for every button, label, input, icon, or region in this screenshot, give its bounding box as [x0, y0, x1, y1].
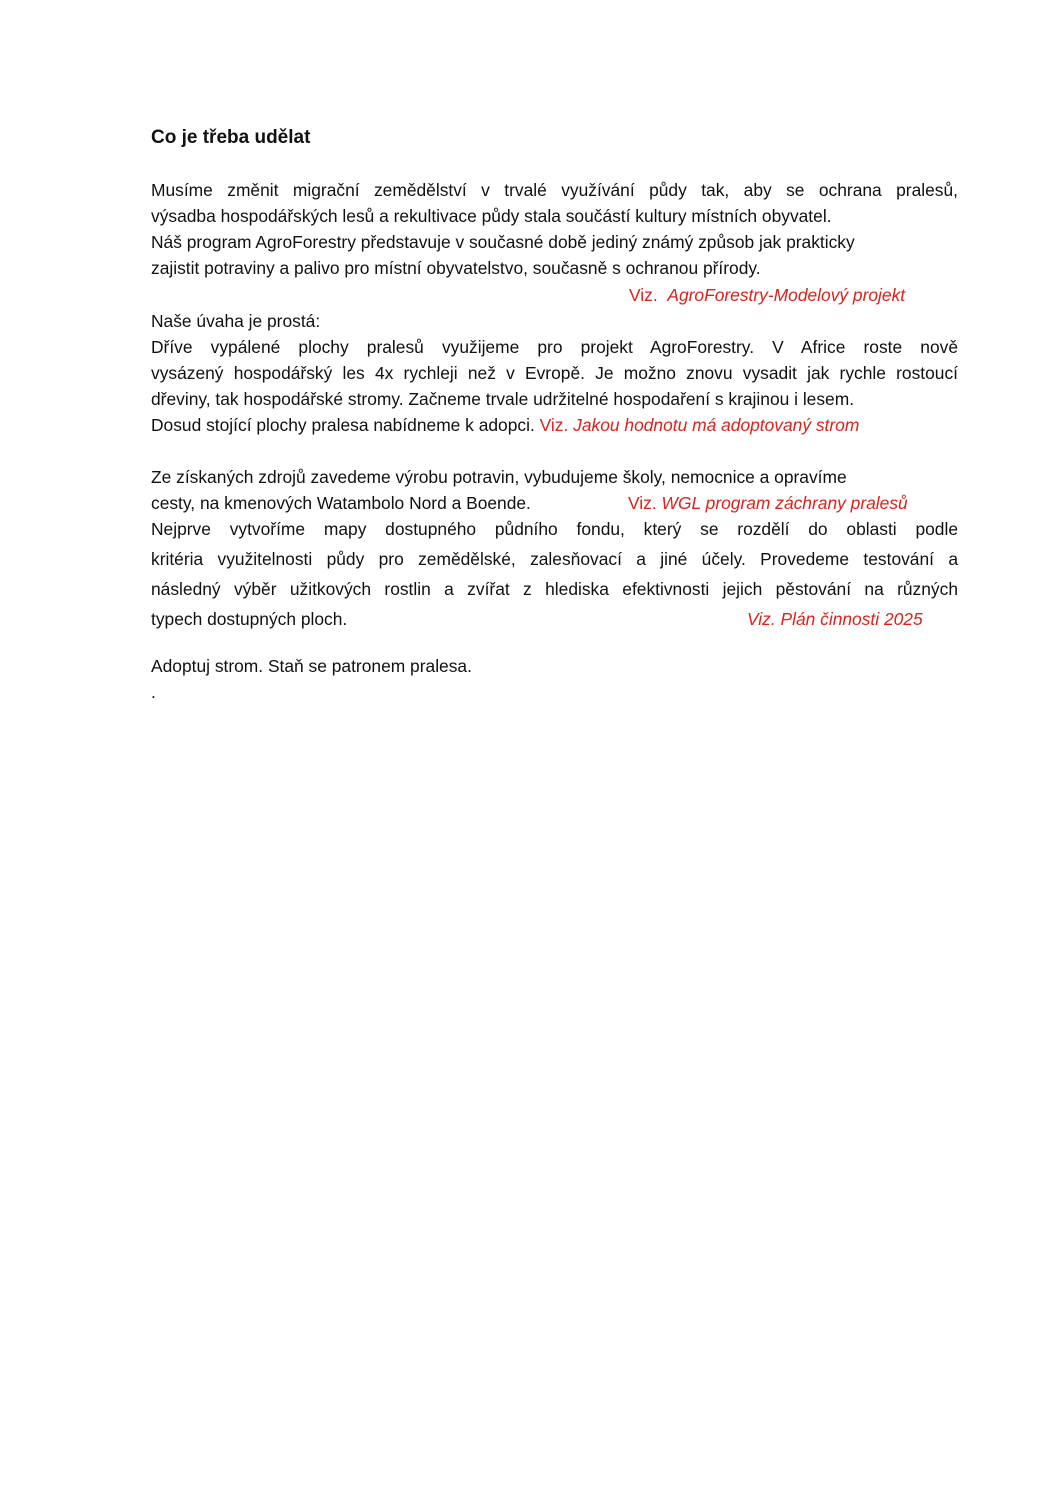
reference-prefix: Viz. [539, 415, 569, 435]
reference-prefix: Viz. [629, 285, 658, 305]
trailing-dot: . [151, 682, 156, 702]
paragraph3-line1: Ze získaných zdrojů zavedeme výrobu potravin, vybudujeme školy, nemocnice a opravíme [151, 467, 847, 487]
paragraph1-line3: Náš program AgroForestry představuje v současné době jediný známý způsob jak prakticky [151, 232, 855, 252]
paragraph2-line5: Dosud stojící plochy pralesa nabídneme k adopci. [151, 415, 535, 435]
reference-adopted-tree[interactable] [540, 415, 860, 435]
closing-slogan: Adoptuj strom. Staň se patronem pralesa. [151, 656, 472, 676]
paragraph2-line3: vysázený hospodářský les 4x rychleji než v Evropě. Je možno znovu vysadit jak rychle rostoucí [151, 363, 958, 383]
paragraph4-line4: typech dostupných ploch. [151, 609, 348, 629]
paragraph2-line5-wrap [151, 414, 859, 436]
reference-prefix: Viz. [628, 493, 657, 513]
paragraph1-line2: výsadba hospodářských lesů a rekultivace půdy stala součástí kultury místních obyvatel. [151, 206, 832, 226]
paragraph4-line3: následný výběr užitkových rostlin a zvířat z hlediska efektivnosti jejich pěstování na různých [151, 579, 958, 599]
page-title: Co je třeba udělat [151, 127, 311, 148]
reference-title: WGL program záchrany pralesů [661, 493, 908, 513]
paragraph2-line2: Dříve vypálené plochy pralesů využijeme pro projekt AgroForestry. V Africe roste nově [151, 337, 958, 357]
paragraph3-line2: cesty, na kmenových Watambolo Nord a Boende. [151, 493, 531, 513]
paragraph2-line4: dřeviny, tak hospodářské stromy. Začneme trvale udržitelné hospodaření s krajinou i lesem. [151, 389, 855, 409]
reference-title: Jakou hodnotu má adoptovaný strom [573, 415, 860, 435]
reference-title: AgroForestry-Modelový projekt [667, 285, 906, 305]
paragraph4-line2: kritéria využitelnosti půdy pro zemědělské, zalesňovací a jiné účely. Provedeme testování a [151, 549, 958, 569]
reference-agroforestry[interactable] [629, 284, 905, 306]
reference-activity-plan[interactable] [747, 608, 923, 630]
paragraph1-line1: Musíme změnit migrační zemědělství v trvalé využívání půdy tak, aby se ochrana pralesů, [151, 180, 958, 200]
paragraph2-line1: Naše úvaha je prostá: [151, 311, 321, 331]
reference-title: Viz. Plán činnosti 2025 [747, 609, 923, 629]
paragraph1-line4: zajistit potraviny a palivo pro místní obyvatelstvo, současně s ochranou přírody. [151, 258, 761, 278]
paragraph4-line1: Nejprve vytvoříme mapy dostupného půdního fondu, který se rozdělí do oblasti podle [151, 519, 958, 539]
reference-wgl-program[interactable] [628, 492, 908, 514]
